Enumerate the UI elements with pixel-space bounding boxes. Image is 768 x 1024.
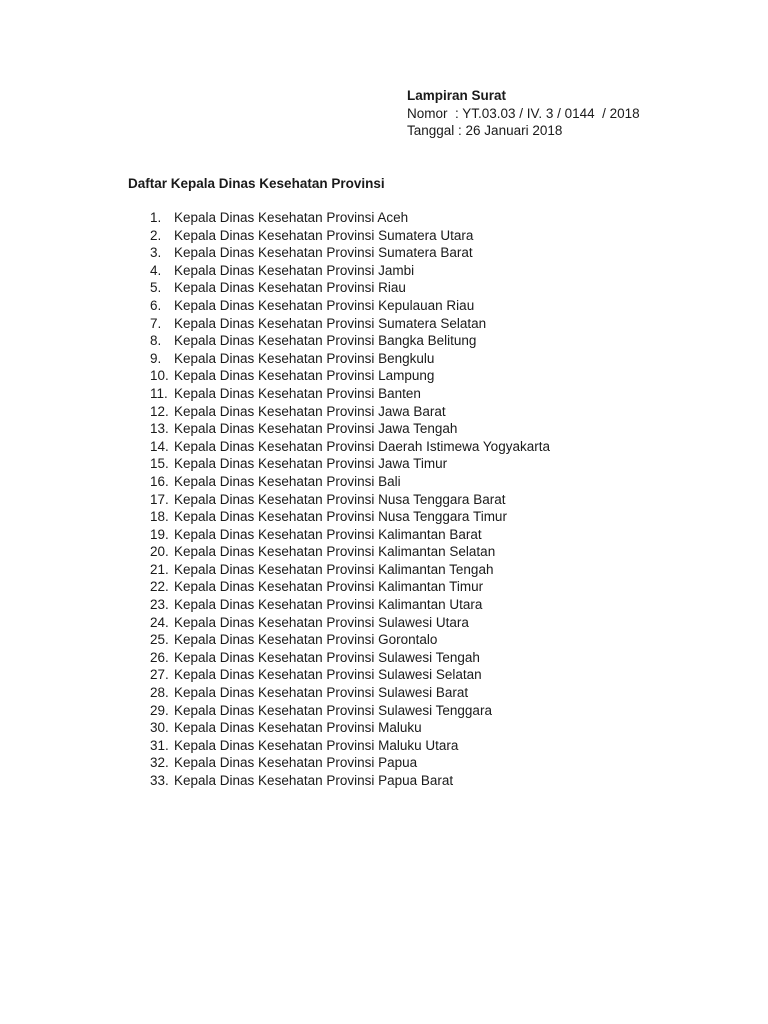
list-item xyxy=(150,719,550,737)
list-item-text: Kepala Dinas Kesehatan Provinsi Sulawesi Selatan xyxy=(174,667,482,683)
list-item xyxy=(150,508,550,526)
list-item xyxy=(150,438,550,456)
list-item-number: 1. xyxy=(150,210,162,225)
list-item-number: 12. xyxy=(150,403,169,419)
list-item-number: 2. xyxy=(150,227,162,243)
list-item xyxy=(150,227,550,245)
list-item xyxy=(150,455,550,473)
list-item-text: Kepala Dinas Kesehatan Provinsi Maluku Utara xyxy=(174,737,459,753)
list-item-number: 8. xyxy=(150,333,162,349)
list-item-number: 24. xyxy=(150,614,169,630)
list-item xyxy=(150,614,550,632)
list-item-text: Kepala Dinas Kesehatan Provinsi Papua Barat xyxy=(174,773,454,788)
list-item-text: Kepala Dinas Kesehatan Provinsi Kalimantan Tengah xyxy=(174,561,494,577)
list-item-text: Kepala Dinas Kesehatan Provinsi Nusa Tenggara Timur xyxy=(174,509,507,525)
list-item xyxy=(150,350,550,368)
attachment-header xyxy=(407,87,640,140)
list-item xyxy=(150,367,550,385)
list-item-text: Kepala Dinas Kesehatan Provinsi Sulawesi Tengah xyxy=(174,649,480,665)
list-item-number: 4. xyxy=(150,262,162,278)
list-item-text: Kepala Dinas Kesehatan Provinsi Daerah Istimewa Yogyakarta xyxy=(174,438,550,454)
list-item xyxy=(150,385,550,403)
list-item xyxy=(150,244,550,262)
list-item-text: Kepala Dinas Kesehatan Provinsi Maluku xyxy=(174,720,422,736)
list-item-text: Kepala Dinas Kesehatan Provinsi Jawa Barat xyxy=(174,403,446,419)
attachment-title: Lampiran Surat xyxy=(407,88,507,103)
list-item-number: 7. xyxy=(150,315,162,331)
list-item-text: Kepala Dinas Kesehatan Provinsi Jambi xyxy=(174,262,415,278)
list-item-number: 19. xyxy=(150,526,169,542)
list-item xyxy=(150,666,550,684)
list-item xyxy=(150,332,550,350)
list-item-text: Kepala Dinas Kesehatan Provinsi Papua xyxy=(174,755,418,771)
list-item-text: Kepala Dinas Kesehatan Provinsi Sumatera Selatan xyxy=(174,315,487,331)
list-item-text: Kepala Dinas Kesehatan Provinsi Kalimantan Timur xyxy=(174,579,484,595)
list-item-number: 23. xyxy=(150,597,169,613)
list-item-number: 15. xyxy=(150,456,169,472)
list-item-text: Kepala Dinas Kesehatan Provinsi Kalimantan Selatan xyxy=(174,544,496,560)
list-item xyxy=(150,702,550,720)
list-item-number: 10. xyxy=(150,368,169,384)
list-item-number: 20. xyxy=(150,544,169,560)
list-item-text: Kepala Dinas Kesehatan Provinsi Riau xyxy=(174,280,406,296)
list-item xyxy=(150,526,550,544)
list-item xyxy=(150,491,550,509)
list-item-number: 31. xyxy=(150,737,169,753)
list-item-number: 11. xyxy=(150,385,168,401)
list-item xyxy=(150,772,550,790)
list-item-number: 28. xyxy=(150,685,169,701)
list-item xyxy=(150,754,550,772)
list-item xyxy=(150,561,550,579)
list-item-text: Kepala Dinas Kesehatan Provinsi Jawa Tengah xyxy=(174,421,458,437)
list-item-text: Kepala Dinas Kesehatan Provinsi Kalimantan Barat xyxy=(174,526,482,542)
list-item-text: Kepala Dinas Kesehatan Provinsi Jawa Timur xyxy=(174,456,448,472)
list-item-text: Kepala Dinas Kesehatan Provinsi Bengkulu xyxy=(174,350,435,366)
list-item-number: 18. xyxy=(150,509,169,525)
list-item-number: 21. xyxy=(150,561,169,577)
list-item xyxy=(150,420,550,438)
list-item xyxy=(150,279,550,297)
list-item-number: 9. xyxy=(150,350,162,366)
list-item-number: 17. xyxy=(150,491,169,507)
list-item-text: Kepala Dinas Kesehatan Provinsi Gorontalo xyxy=(174,632,438,648)
list-item-number: 25. xyxy=(150,632,169,648)
list-item-text: Kepala Dinas Kesehatan Provinsi Sumatera Utara xyxy=(174,227,474,243)
list-item xyxy=(150,649,550,667)
list-item xyxy=(150,403,550,421)
list-item-number: 33. xyxy=(150,773,169,788)
list-item-text: Kepala Dinas Kesehatan Provinsi Lampung xyxy=(174,368,435,384)
list-item xyxy=(150,315,550,333)
list-item-number: 5. xyxy=(150,280,162,296)
list-item-text: Kepala Dinas Kesehatan Provinsi Aceh xyxy=(174,210,409,225)
list-item-number: 16. xyxy=(150,473,169,489)
list-item-number: 13. xyxy=(150,421,169,437)
list-item xyxy=(150,631,550,649)
list-item-number: 32. xyxy=(150,755,169,771)
list-item xyxy=(150,209,550,227)
list-item-number: 14. xyxy=(150,438,169,454)
list-item-text: Kepala Dinas Kesehatan Provinsi Kalimantan Utara xyxy=(174,597,483,613)
list-item-text: Kepala Dinas Kesehatan Provinsi Sulawesi Tenggara xyxy=(174,702,492,718)
list-item-number: 3. xyxy=(150,245,162,261)
list-item xyxy=(150,543,550,561)
list-item xyxy=(150,297,550,315)
list-item-number: 26. xyxy=(150,649,169,665)
list-item-number: 27. xyxy=(150,667,169,683)
list-item-number: 30. xyxy=(150,720,169,736)
list-item xyxy=(150,684,550,702)
list-item-number: 22. xyxy=(150,579,169,595)
list-item-text: Kepala Dinas Kesehatan Provinsi Bali xyxy=(174,473,401,489)
list-item-text: Kepala Dinas Kesehatan Provinsi Nusa Tenggara Barat xyxy=(174,491,506,507)
list-item-number: 6. xyxy=(150,297,162,313)
attachment-nomor: Nomor : YT.03.03 / IV. 3 / 0144 / 2018 xyxy=(407,105,640,121)
list-heading: Daftar Kepala Dinas Kesehatan Provinsi xyxy=(128,176,385,191)
list-item xyxy=(150,262,550,280)
list-item-text: Kepala Dinas Kesehatan Provinsi Banten xyxy=(174,385,421,401)
list-item-text: Kepala Dinas Kesehatan Provinsi Sulawesi Barat xyxy=(174,685,469,701)
list-item-text: Kepala Dinas Kesehatan Provinsi Sulawesi Utara xyxy=(174,614,469,630)
official-list xyxy=(150,209,550,790)
list-item-text: Kepala Dinas Kesehatan Provinsi Sumatera Barat xyxy=(174,245,473,261)
list-item xyxy=(150,473,550,491)
attachment-tanggal: Tanggal : 26 Januari 2018 xyxy=(407,123,563,138)
list-item-text: Kepala Dinas Kesehatan Provinsi Kepulauan Riau xyxy=(174,297,475,313)
list-item xyxy=(150,596,550,614)
list-item xyxy=(150,737,550,755)
list-item-text: Kepala Dinas Kesehatan Provinsi Bangka Belitung xyxy=(174,333,477,349)
list-item-number: 29. xyxy=(150,702,169,718)
list-item xyxy=(150,578,550,596)
